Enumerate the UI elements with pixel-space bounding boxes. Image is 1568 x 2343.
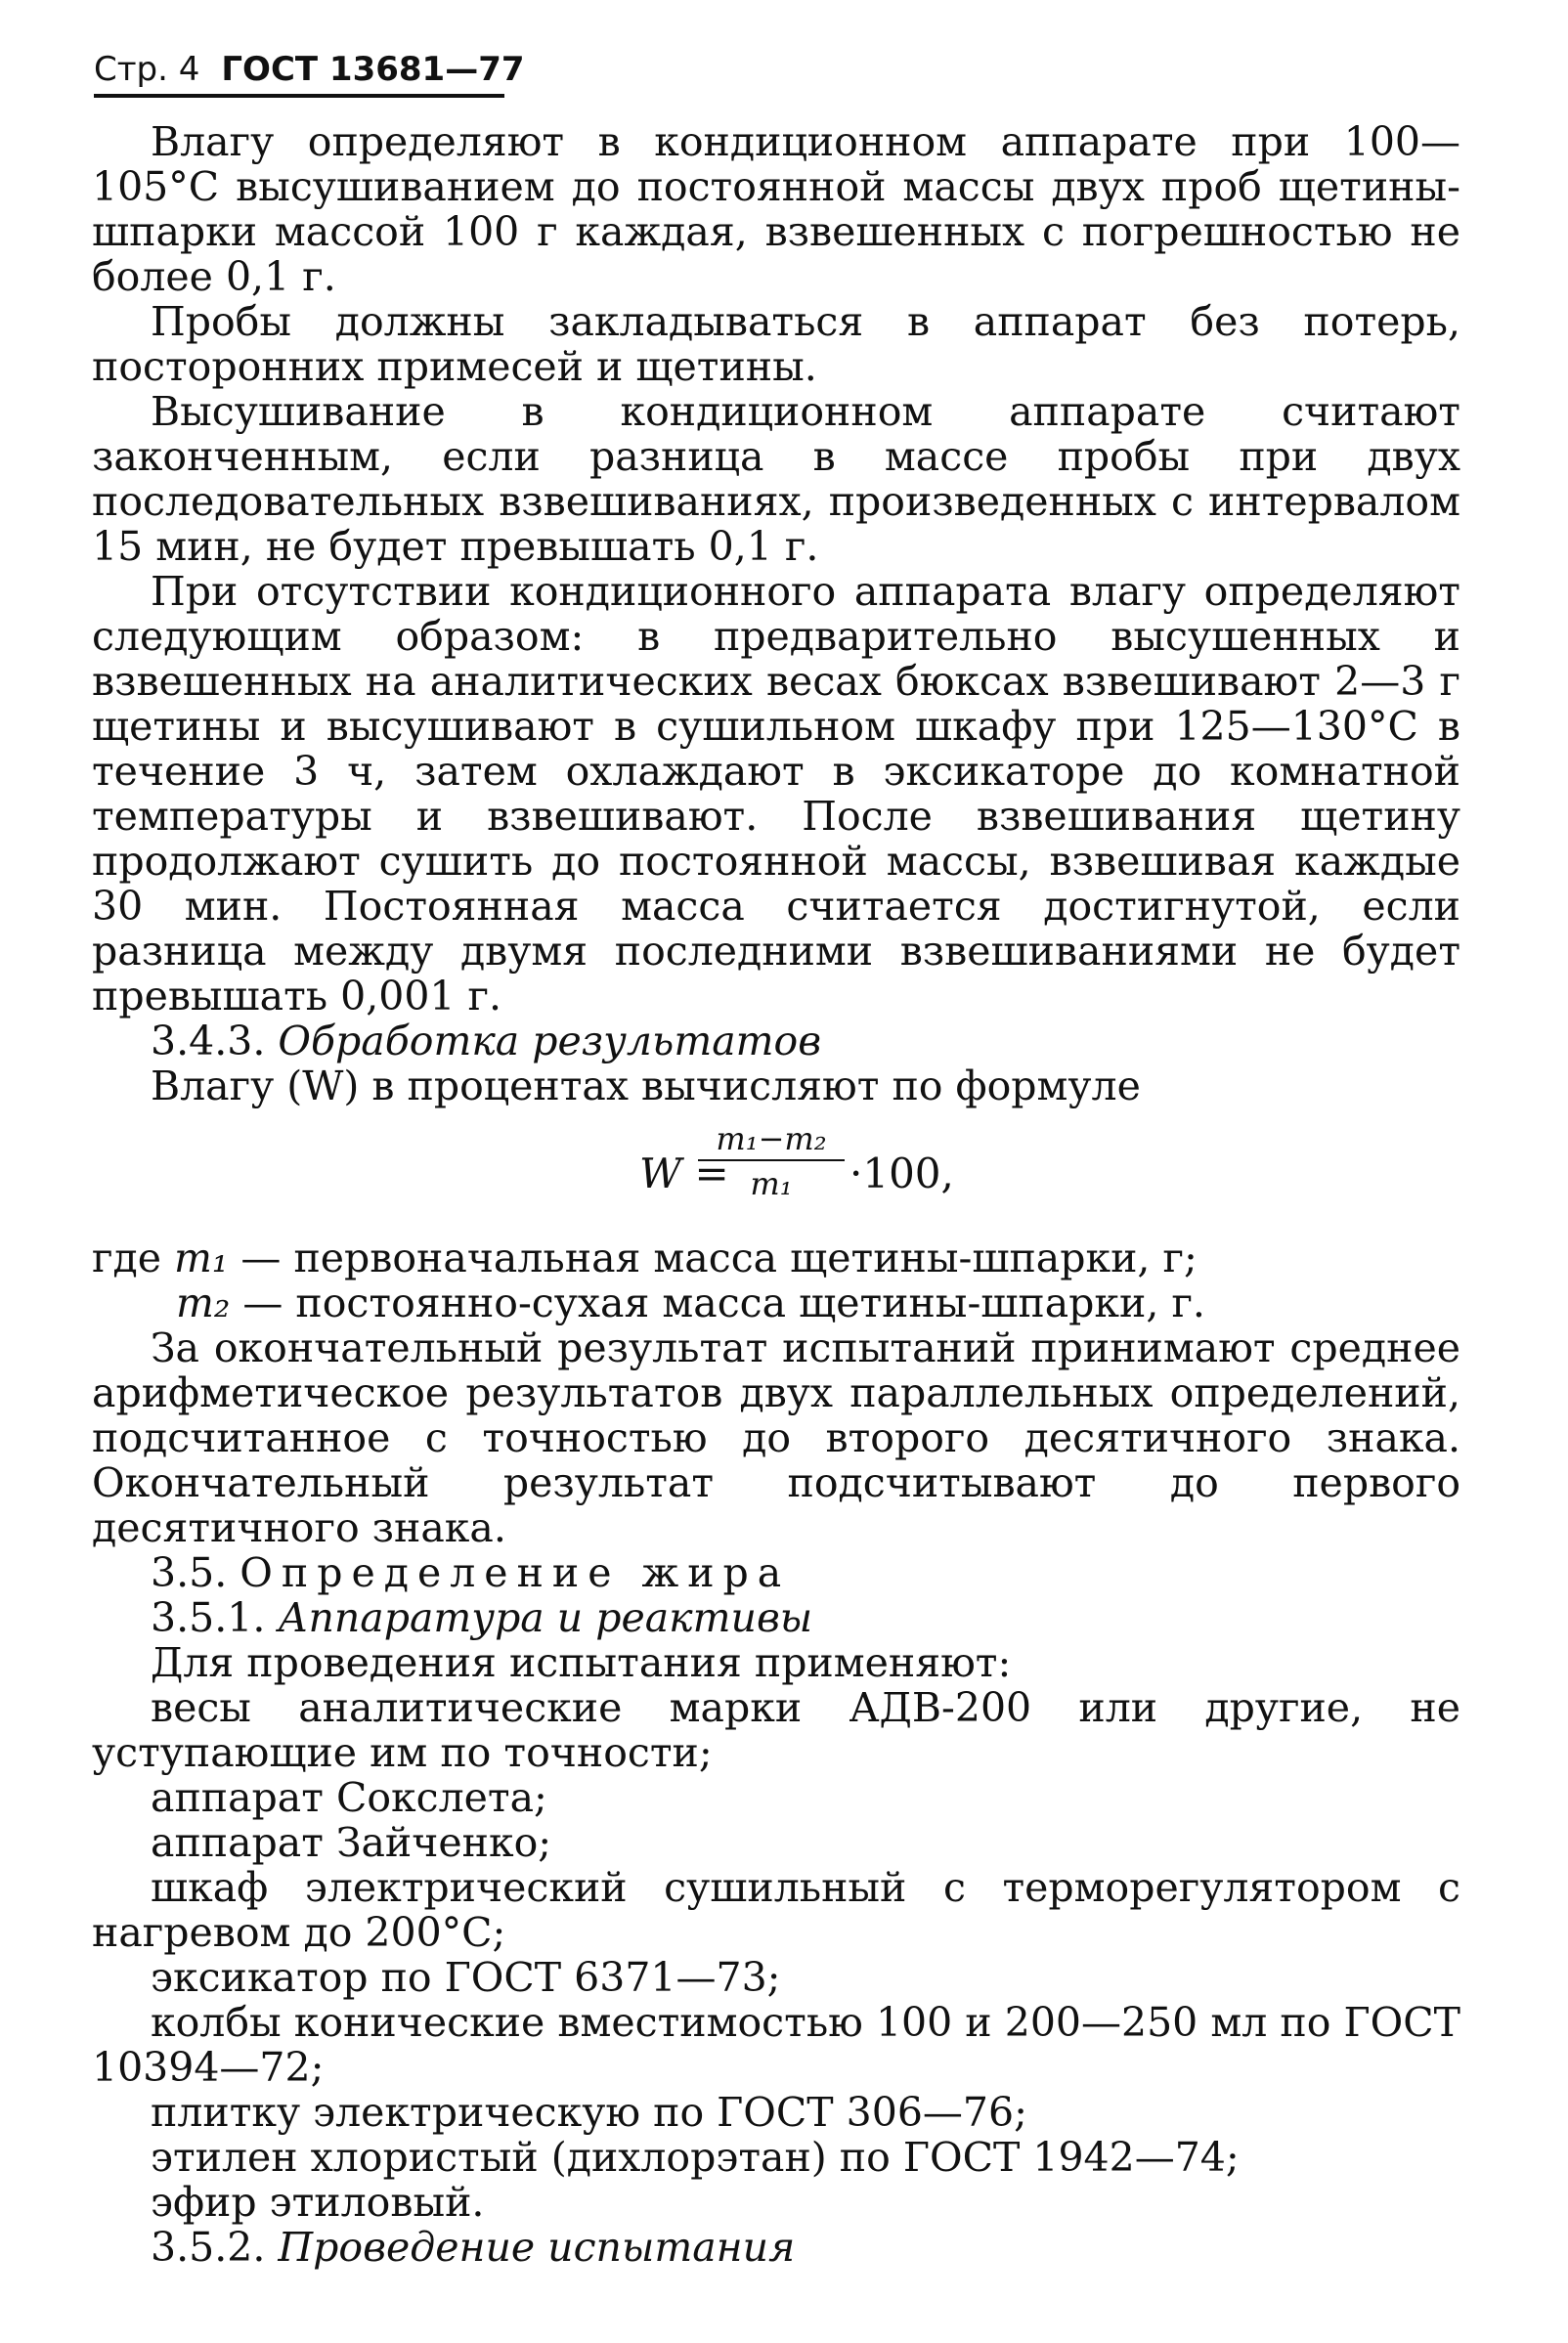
list-item: весы аналитические марки АДВ-200 или другие, не уступающие им по точности; xyxy=(92,1684,1460,1776)
paragraph-sample-loading: Пробы должны закладываться в аппарат без потерь, посторонних примесей и щетины. xyxy=(92,298,1460,390)
section-number: 3.5. xyxy=(151,1549,228,1596)
paragraph-drying-complete: Высушивание в кондиционном аппарате считают законченным, если разница в массе пробы при двух последовательных взвешиваниях, произведенных с интервалом 15 мин, не будет превышать 0,1 г. xyxy=(92,388,1460,570)
list-item: эксикатор по ГОСТ 6371—73; xyxy=(151,1954,781,2001)
variable-definition-m1: где m₁ — первоначальная масса щетины-шпарки, г; xyxy=(92,1235,1198,1281)
variable-definition-m2: m₂ — постоянно-сухая масса щетины-шпарки, г. xyxy=(176,1280,1205,1326)
list-item: плитку электрическую по ГОСТ 306—76; xyxy=(151,2089,1027,2136)
formula-numerator: m₁−m₂ xyxy=(698,1120,845,1161)
section-title: Проведение испытания xyxy=(278,2224,796,2271)
formula-intro: Влагу (W) в процентах вычисляют по формуле xyxy=(151,1063,1141,1109)
section-heading-3-5-1 xyxy=(92,1595,1460,1640)
paragraph-final-result: За окончательный результат испытаний принимают среднее арифметическое результатов двух параллельных определений, подсчитанное с точностью до второго десятичного знака. Окончательный результат подсчитывают до первого десятичного знака. xyxy=(92,1324,1460,1551)
list-item: эфир этиловый. xyxy=(151,2179,485,2226)
page-header xyxy=(94,45,525,94)
standard-number: ГОСТ 13681—77 xyxy=(221,50,525,89)
section-number: 3.5.2. xyxy=(151,2224,266,2271)
formula-multiplier: ·100, xyxy=(849,1150,954,1197)
section-title: Обработка результатов xyxy=(278,1018,822,1064)
list-item: аппарат Сокслета; xyxy=(151,1774,547,1821)
list-item: этилен хлористый (дихлорэтан) по ГОСТ 1942—74; xyxy=(151,2134,1240,2181)
header-rule xyxy=(94,94,504,98)
formula-denominator: m₁ xyxy=(750,1165,793,1202)
moisture-formula xyxy=(92,1116,1460,1232)
section-title: Определение жира xyxy=(240,1549,791,1596)
section-number: 3.5.1. xyxy=(151,1594,266,1641)
list-item: колбы конические вместимостью 100 и 200—250 мл по ГОСТ 10394—72; xyxy=(92,1999,1460,2091)
equipment-list xyxy=(92,1685,1460,2225)
formula-lhs: W = xyxy=(639,1150,729,1197)
formula-fraction xyxy=(698,1120,845,1202)
paragraph-moisture-method: Влагу определяют в кондиционном аппарате при 100—105°С высушиванием до постоянной массы двух проб щетины-шпарки массой 100 г каждая, взвешенных с погрешностью не более 0,1 г. xyxy=(92,118,1460,300)
section-title: Аппаратура и реактивы xyxy=(278,1594,813,1641)
paragraph-alternative-method: При отсутствии кондиционного аппарата влагу определяют следующим образом: в предварительно высушенных и взвешенных на аналитических весах бюксах взвешивают 2—3 г щетины и высушивают в сушильном шкафу при 125—130°С в течение 3 ч, затем охлаждают в эксикаторе до комнатной температуры и взвешивают. После взвешивания щетину продолжают сушить до постоянной массы, взвешивая каждые 30 мин. Постоянная масса считается достигнутой, если разница между двумя последними взвешиваниями не будет превышать 0,001 г. xyxy=(92,568,1460,1020)
section-heading-3-4-3 xyxy=(92,1019,1460,1063)
equipment-intro: Для проведения испытания применяют: xyxy=(151,1639,1012,1686)
document-body xyxy=(92,119,1460,2270)
list-item: аппарат Зайченко; xyxy=(151,1819,552,1866)
page-number: Стр. 4 xyxy=(94,50,200,89)
section-heading-3-5-2 xyxy=(92,2225,1460,2270)
section-number: 3.4.3. xyxy=(151,1018,266,1064)
list-item: шкаф электрический сушильный с терморегулятором с нагревом до 200°С; xyxy=(92,1864,1460,1956)
section-heading-3-5 xyxy=(92,1550,1460,1595)
